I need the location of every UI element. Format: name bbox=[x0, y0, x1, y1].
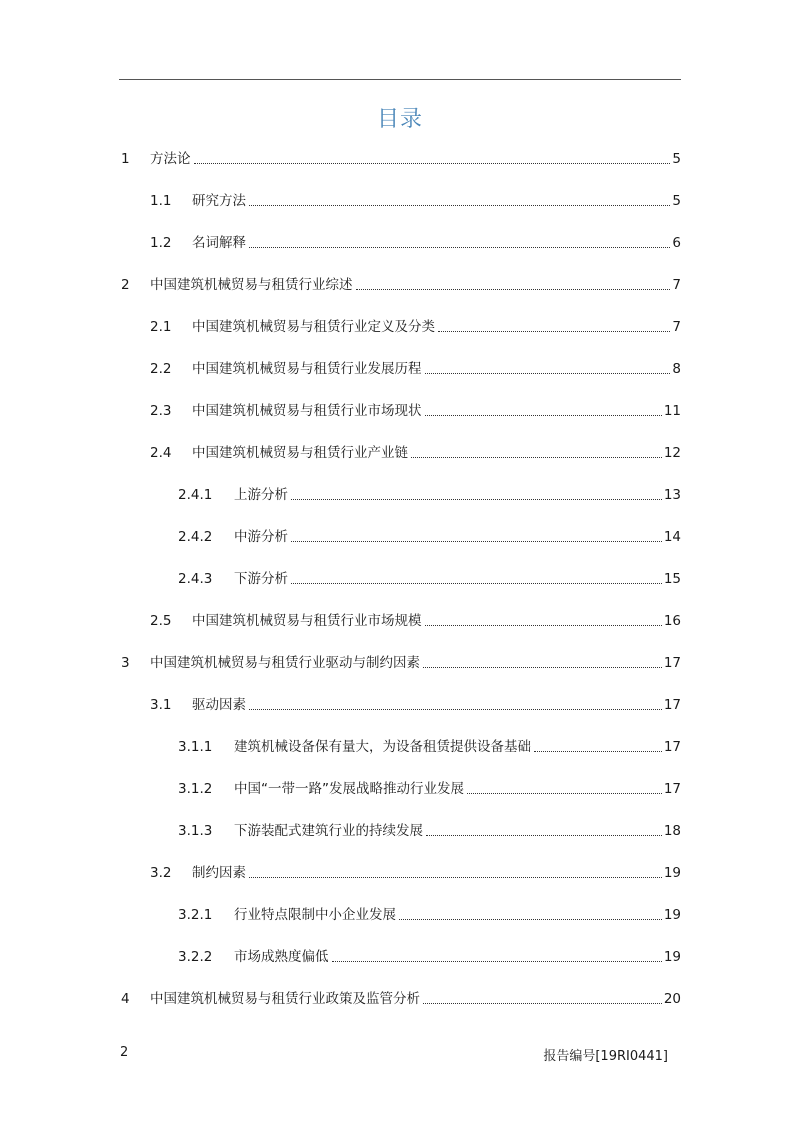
toc-entry-page: 19 bbox=[663, 865, 681, 881]
toc-entry[interactable] bbox=[0, 736, 800, 758]
toc-entry-number: 3.1.1 bbox=[178, 739, 213, 755]
toc-dot-leader bbox=[467, 793, 662, 794]
toc-entry-page: 5 bbox=[672, 193, 681, 209]
toc-entry-title: 方法论 bbox=[150, 151, 191, 167]
toc-dot-leader bbox=[423, 667, 662, 668]
toc-dot-leader bbox=[425, 415, 662, 416]
toc-entry-number: 3.1.2 bbox=[178, 781, 213, 797]
toc-entry-body bbox=[234, 568, 681, 590]
toc-entry[interactable] bbox=[0, 526, 800, 548]
toc-entry-number: 3.1.3 bbox=[178, 823, 213, 839]
toc-dot-leader bbox=[411, 457, 662, 458]
toc-dot-leader bbox=[423, 1003, 662, 1004]
toc-entry-body bbox=[192, 190, 681, 212]
toc-entry-number: 3.2.2 bbox=[178, 949, 213, 965]
toc-entry-number: 2.4.1 bbox=[178, 487, 213, 503]
toc-entry-title: 研究方法 bbox=[192, 193, 246, 209]
toc-entry-number: 2.2 bbox=[150, 361, 172, 377]
toc-entry-number: 2.4.2 bbox=[178, 529, 213, 545]
toc-entry-body bbox=[192, 358, 681, 380]
toc-entry-number: 3 bbox=[121, 655, 130, 671]
toc-entry-page: 5 bbox=[672, 151, 681, 167]
toc-entry-page: 20 bbox=[663, 991, 681, 1007]
toc-entry-title: 中国建筑机械贸易与租赁行业综述 bbox=[150, 277, 353, 293]
toc-entry[interactable] bbox=[0, 442, 800, 464]
toc-entry-title: 中国建筑机械贸易与租赁行业政策及监管分析 bbox=[150, 991, 420, 1007]
toc-entry-page: 16 bbox=[663, 613, 681, 629]
toc-entry-number: 1 bbox=[121, 151, 130, 167]
toc-entry-body bbox=[192, 610, 681, 632]
toc-entry-number: 4 bbox=[121, 991, 130, 1007]
toc-dot-leader bbox=[291, 541, 662, 542]
toc-entry[interactable] bbox=[0, 190, 800, 212]
toc-entry-body bbox=[234, 736, 681, 758]
toc-entry-body bbox=[192, 862, 681, 884]
toc-dot-leader bbox=[534, 751, 662, 752]
toc-entry-number: 2.4 bbox=[150, 445, 172, 461]
toc-entry-number: 2.5 bbox=[150, 613, 172, 629]
toc-entry-title: 中国建筑机械贸易与租赁行业市场现状 bbox=[192, 403, 422, 419]
toc-entry-body bbox=[192, 232, 681, 254]
toc-dot-leader bbox=[194, 163, 671, 164]
toc-entry[interactable] bbox=[0, 568, 800, 590]
toc-entry[interactable] bbox=[0, 400, 800, 422]
toc-entry-body bbox=[234, 904, 681, 926]
footer-report-number: 报告编号[19RI0441] bbox=[543, 1049, 668, 1064]
toc-entry[interactable] bbox=[0, 484, 800, 506]
toc-entry-page: 17 bbox=[663, 697, 681, 713]
toc-dot-leader bbox=[426, 835, 662, 836]
toc-entry-page: 17 bbox=[663, 739, 681, 755]
toc-entry-body bbox=[150, 274, 681, 296]
toc-entry-title: 驱动因素 bbox=[192, 697, 246, 713]
toc-entry-page: 7 bbox=[672, 277, 681, 293]
toc-dot-leader bbox=[332, 961, 662, 962]
toc-entry-body bbox=[192, 442, 681, 464]
toc-entry-body bbox=[192, 400, 681, 422]
toc-entry-page: 18 bbox=[663, 823, 681, 839]
toc-entry-page: 8 bbox=[672, 361, 681, 377]
footer-page-number: 2 bbox=[120, 1045, 129, 1060]
toc-entry-body bbox=[234, 526, 681, 548]
toc-entry-body bbox=[192, 694, 681, 716]
toc-entry[interactable] bbox=[0, 904, 800, 926]
toc-entry-page: 6 bbox=[672, 235, 681, 251]
toc-entry-number: 2.4.3 bbox=[178, 571, 213, 587]
toc-dot-leader bbox=[356, 289, 671, 290]
toc-entry[interactable] bbox=[0, 148, 800, 170]
toc-entry-number: 1.2 bbox=[150, 235, 172, 251]
toc-entry-title: 中游分析 bbox=[234, 529, 288, 545]
toc-entry-body bbox=[234, 820, 681, 842]
toc-entry-title: 行业特点限制中小企业发展 bbox=[234, 907, 396, 923]
toc-entry-body bbox=[234, 946, 681, 968]
toc-entry-page: 17 bbox=[663, 781, 681, 797]
toc-entry[interactable] bbox=[0, 862, 800, 884]
toc-entry-number: 3.1 bbox=[150, 697, 172, 713]
toc-entry[interactable] bbox=[0, 358, 800, 380]
toc-entry-body bbox=[234, 778, 681, 800]
toc-dot-leader bbox=[249, 247, 670, 248]
toc-entry-page: 19 bbox=[663, 907, 681, 923]
toc-entry-number: 1.1 bbox=[150, 193, 172, 209]
toc-entry-title: 名词解释 bbox=[192, 235, 246, 251]
toc-dot-leader bbox=[291, 583, 662, 584]
toc-entry-body bbox=[150, 988, 681, 1010]
toc-entry-title: 上游分析 bbox=[234, 487, 288, 503]
toc-entry[interactable] bbox=[0, 610, 800, 632]
toc-entry-title: 中国建筑机械贸易与租赁行业定义及分类 bbox=[192, 319, 435, 335]
toc-entry-page: 7 bbox=[672, 319, 681, 335]
toc-dot-leader bbox=[249, 709, 662, 710]
toc-entry[interactable] bbox=[0, 316, 800, 338]
toc-dot-leader bbox=[425, 373, 671, 374]
toc-entry-number: 2.3 bbox=[150, 403, 172, 419]
toc-entry[interactable] bbox=[0, 694, 800, 716]
toc-entry-title: 市场成熟度偏低 bbox=[234, 949, 329, 965]
toc-entry[interactable] bbox=[0, 652, 800, 674]
toc-entry-number: 2.1 bbox=[150, 319, 172, 335]
toc-entry-title: 中国建筑机械贸易与租赁行业产业链 bbox=[192, 445, 408, 461]
toc-entry-title: 下游分析 bbox=[234, 571, 288, 587]
toc-entry[interactable] bbox=[0, 946, 800, 968]
toc-entry-title: 中国建筑机械贸易与租赁行业驱动与制约因素 bbox=[150, 655, 420, 671]
toc-entry-number: 2 bbox=[121, 277, 130, 293]
toc-entry-page: 13 bbox=[663, 487, 681, 503]
toc-entry-page: 15 bbox=[663, 571, 681, 587]
toc-dot-leader bbox=[438, 331, 670, 332]
toc-entry-page: 12 bbox=[663, 445, 681, 461]
toc-entry[interactable] bbox=[0, 988, 800, 1010]
toc-entry[interactable] bbox=[0, 232, 800, 254]
toc-entry-page: 11 bbox=[663, 403, 681, 419]
toc-entry-title: 中国建筑机械贸易与租赁行业发展历程 bbox=[192, 361, 422, 377]
toc-title: 目录 bbox=[376, 107, 423, 132]
toc-entry-body bbox=[150, 652, 681, 674]
toc-entry-number: 3.2.1 bbox=[178, 907, 213, 923]
toc-entry-body bbox=[150, 148, 681, 170]
toc-entry-page: 14 bbox=[663, 529, 681, 545]
toc-dot-leader bbox=[399, 919, 662, 920]
toc-entry-number: 3.2 bbox=[150, 865, 172, 881]
toc-entry-title: 中国“一带一路”发展战略推动行业发展 bbox=[234, 781, 464, 797]
toc-entry-page: 17 bbox=[663, 655, 681, 671]
toc-entry-title: 建筑机械设备保有量大，为设备租赁提供设备基础 bbox=[234, 739, 531, 755]
toc-entry-body bbox=[234, 484, 681, 506]
toc-dot-leader bbox=[249, 205, 670, 206]
toc-entry[interactable] bbox=[0, 274, 800, 296]
toc-dot-leader bbox=[425, 625, 662, 626]
toc-dot-leader bbox=[291, 499, 662, 500]
toc-entry-title: 制约因素 bbox=[192, 865, 246, 881]
toc-entry[interactable] bbox=[0, 820, 800, 842]
toc-entry-body bbox=[192, 316, 681, 338]
toc-entry[interactable] bbox=[0, 778, 800, 800]
toc-dot-leader bbox=[249, 877, 662, 878]
toc-entry-page: 19 bbox=[663, 949, 681, 965]
toc-entry-title: 中国建筑机械贸易与租赁行业市场规模 bbox=[192, 613, 422, 629]
toc-entry-title: 下游装配式建筑行业的持续发展 bbox=[234, 823, 423, 839]
